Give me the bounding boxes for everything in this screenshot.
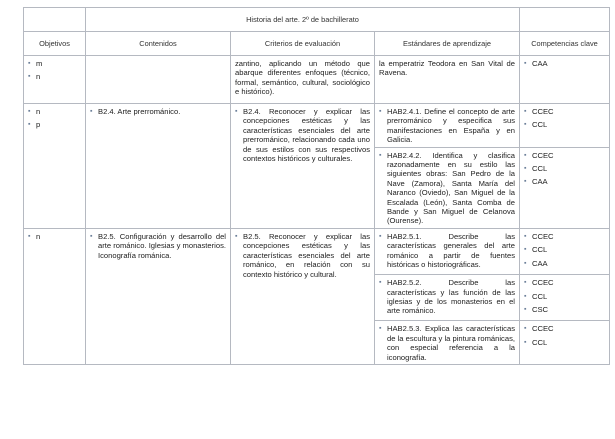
estandar-text: HAB2.5.2. Describe las características y las función de las iglesias y de los monasterios en el arte románico. xyxy=(387,278,515,316)
competencia-item: CCL xyxy=(532,245,548,255)
header-contenidos: Contenidos xyxy=(86,32,231,56)
competencias-cell xyxy=(520,104,610,148)
estandar-text: HAB2.4.2. Identifica y clasifica razonadamente en su estilo las siguientes obras: San Pedro de la Nave (Zamora), Santa María del Naranco (Oviedo), San Miguel de la Escalada (León), Santa Comba de Bande y San Miguel de Celanova (Ourense). xyxy=(387,150,515,226)
header-objetivos: Objetivos xyxy=(24,32,86,56)
bullet-icon: ▪ xyxy=(235,232,238,240)
bullet-icon: ▪ xyxy=(28,108,31,115)
bullet-icon: ▪ xyxy=(28,121,31,129)
criterio-cell xyxy=(231,104,375,229)
contenido-text: B2.5. Configuración y desarrollo del arte románico. Iglesias y monasterios. Iconografía románica. xyxy=(98,231,226,260)
bullet-icon: ▪ xyxy=(524,232,527,240)
bullet-icon: ▪ xyxy=(524,338,527,346)
competencia-item: CCEC xyxy=(532,278,554,288)
estandares-cell xyxy=(375,228,520,274)
bullet-icon: ▪ xyxy=(28,232,31,240)
bullet-icon: ▪ xyxy=(379,232,382,240)
objetivo-item: p xyxy=(36,120,41,130)
competencia-item: CCL xyxy=(532,337,548,347)
competencias-cell xyxy=(520,228,610,274)
competencias-cell xyxy=(520,56,610,104)
objetivos-cell xyxy=(24,228,86,364)
estandares-cell xyxy=(375,147,520,228)
bullet-icon: ▪ xyxy=(524,259,527,267)
estandares-cell xyxy=(375,56,520,104)
bullet-icon: ▪ xyxy=(524,279,527,287)
bullet-icon: ▪ xyxy=(28,73,31,81)
curriculum-table xyxy=(23,7,610,365)
competencia-item: CAA xyxy=(532,258,548,268)
bullet-icon: ▪ xyxy=(524,305,527,313)
objetivos-cell xyxy=(24,56,86,104)
table-row xyxy=(24,228,610,274)
bullet-icon: ▪ xyxy=(235,108,238,115)
bullet-icon: ▪ xyxy=(524,121,527,129)
bullet-icon: ▪ xyxy=(524,151,527,159)
bullet-icon: ▪ xyxy=(379,325,382,333)
objetivo-item: m xyxy=(36,59,43,68)
objetivos-cell xyxy=(24,104,86,229)
competencia-item: CAA xyxy=(532,177,548,187)
contenido-text: B2.4. Arte prerrománico. xyxy=(98,107,181,116)
objetivo-item: n xyxy=(36,72,41,82)
contenido-cell xyxy=(86,104,231,229)
competencia-item: CCEC xyxy=(532,107,554,116)
bullet-icon: ▪ xyxy=(90,108,93,115)
bullet-icon: ▪ xyxy=(379,151,382,159)
competencias-cell xyxy=(520,275,610,321)
bullet-icon: ▪ xyxy=(524,325,527,333)
table-row xyxy=(24,56,610,104)
corner-cell xyxy=(520,8,610,32)
estandar-text: la emperatriz Teodora en San Vital de Ravena. xyxy=(379,59,515,78)
bullet-icon: ▪ xyxy=(524,165,527,173)
competencia-item: CCEC xyxy=(532,324,554,334)
header-criterios: Criterios de evaluación xyxy=(231,32,375,56)
bullet-icon: ▪ xyxy=(524,60,527,67)
estandar-text: HAB2.5.1. Describe las características generales del arte románico a partir de fuentes históricas o historiográficas. xyxy=(387,231,515,270)
header-competencias: Competencias clave xyxy=(520,32,610,56)
objetivo-item: n xyxy=(36,231,41,241)
bullet-icon: ▪ xyxy=(524,108,527,115)
bullet-icon: ▪ xyxy=(379,279,382,287)
bullet-icon: ▪ xyxy=(379,108,382,115)
competencias-cell xyxy=(520,147,610,228)
bullet-icon: ▪ xyxy=(28,60,31,67)
table-title: Historia del arte. 2º de bachillerato xyxy=(86,8,520,32)
estandar-text: HAB2.5.3. Explica las características de la escultura y la pintura románicas, con especial referencia a la iconografía. xyxy=(387,324,515,362)
competencia-item: CCL xyxy=(532,120,548,130)
competencia-item: CCL xyxy=(532,164,548,174)
bullet-icon: ▪ xyxy=(90,232,93,240)
estandar-text: HAB2.4.1. Define el concepto de arte prerrománico y especifica sus manifestaciones en España y en Galicia. xyxy=(387,107,515,145)
estandares-cell xyxy=(375,321,520,365)
criterio-text: B2.5. Reconocer y explicar las concepciones estéticas y las características esenciales del arte románico, en relación con su contexto histórico y cultural. xyxy=(243,231,370,279)
competencia-item: CAA xyxy=(532,59,548,68)
contenido-cell xyxy=(86,228,231,364)
corner-cell xyxy=(24,8,86,32)
criterio-cell xyxy=(231,228,375,364)
competencia-item: CCL xyxy=(532,291,548,301)
criterio-cell xyxy=(231,56,375,104)
estandares-cell xyxy=(375,275,520,321)
contenido-cell xyxy=(86,56,231,104)
competencia-item: CCEC xyxy=(532,150,554,160)
estandares-cell xyxy=(375,104,520,148)
criterio-text: zantino, aplicando un método que abarque diferentes enfoques (técnico, formal, semántico, cultural, sociológico e histórico). xyxy=(235,59,370,97)
bullet-icon: ▪ xyxy=(524,178,527,186)
bullet-icon: ▪ xyxy=(524,246,527,254)
bullet-icon: ▪ xyxy=(524,292,527,300)
criterio-text: B2.4. Reconocer y explicar las concepciones estéticas y las características esenciales del arte prerrománico, relacionando cada uno de sus estilos con sus respectivos contextos históricos y culturales. xyxy=(243,107,370,164)
objetivo-item: n xyxy=(36,107,41,116)
header-estandares: Estándares de aprendizaje xyxy=(375,32,520,56)
table-row xyxy=(24,104,610,148)
competencias-cell xyxy=(520,321,610,365)
competencia-item: CCEC xyxy=(532,231,554,241)
competencia-item: CSC xyxy=(532,304,549,314)
